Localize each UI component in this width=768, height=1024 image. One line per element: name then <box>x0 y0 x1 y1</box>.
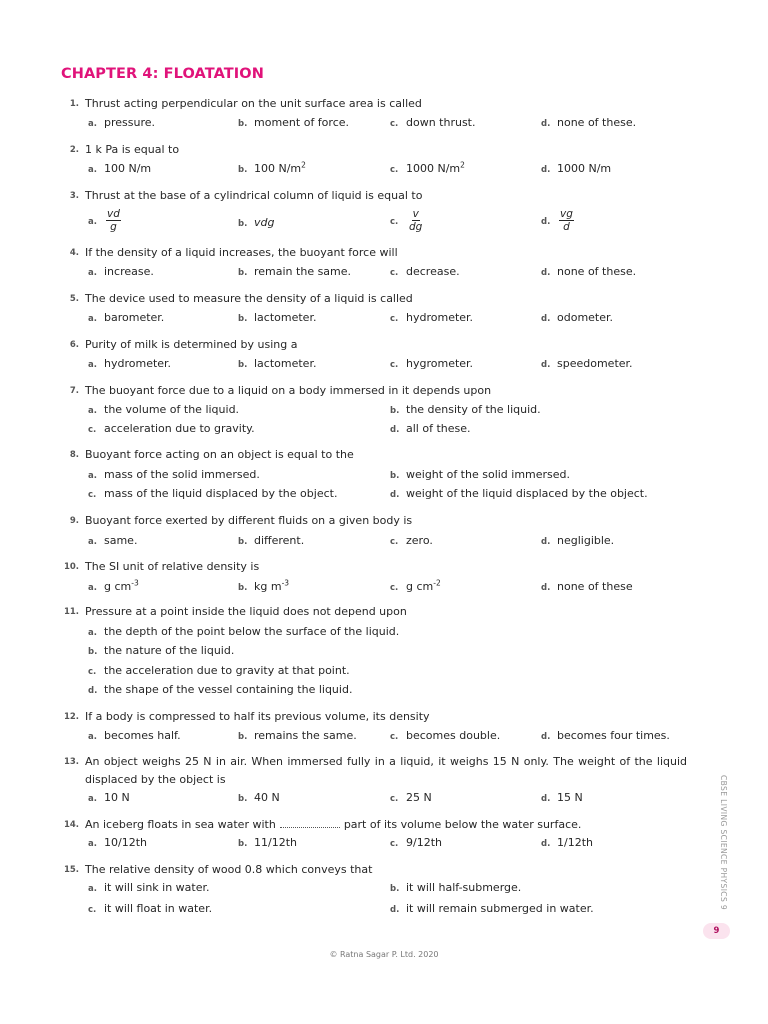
fraction: $\frac{v}{dg}$ <box>409 208 423 233</box>
question-number: 2. <box>69 145 79 155</box>
option-c: c. becomes double. <box>390 729 501 742</box>
option-a: a. hydrometer. <box>88 357 172 370</box>
option-b: b. remain the same. <box>238 265 352 278</box>
question-text: An iceberg floats in sea water with part of its volume below the water surface. <box>85 818 582 831</box>
option-c: c. the acceleration due to gravity at that point. <box>88 664 350 677</box>
option-b: b. 11/12th <box>238 836 297 849</box>
option-c: c. zero. <box>390 534 433 547</box>
option-d: d. negligible. <box>541 534 615 547</box>
question-text: The device used to measure the density of a liquid is called <box>85 292 413 305</box>
option-d: d. none of these. <box>541 116 637 129</box>
option-d: d. none of these <box>541 580 633 593</box>
fraction: $\frac{vg}{d}$ <box>560 208 573 233</box>
option-d: d. $\frac{vg}{d}$ <box>541 208 573 233</box>
option-d: d. odometer. <box>541 311 614 324</box>
question-number: 6. <box>69 340 79 350</box>
option-a: a. 10 N <box>88 791 130 804</box>
option-a: a. same. <box>88 534 138 547</box>
option-a: a. pressure. <box>88 116 156 129</box>
question-number: 8. <box>69 450 79 460</box>
question-text: The buoyant force due to a liquid on a body immersed in it depends upon <box>85 384 492 397</box>
option-a: a. $\frac{vd}{g}$ <box>88 208 120 233</box>
option-b: b. the density of the liquid. <box>390 403 541 416</box>
option-a: a. barometer. <box>88 311 165 324</box>
option-b: b. 100 $N/m^2$ <box>238 160 306 175</box>
option-b: b. it will half-submerge. <box>390 881 522 894</box>
copyright-footer: © Ratna Sagar P. Ltd. 2020 <box>329 950 439 959</box>
option-c: c. $\frac{v}{dg}$ <box>390 208 423 233</box>
option-c: c. acceleration due to gravity. <box>88 422 255 435</box>
option-c: c. mass of the liquid displaced by the object. <box>88 487 338 500</box>
question-number: 13. <box>63 757 79 767</box>
question-number: 12. <box>63 712 79 722</box>
option-c: c. 1000 $N/m^2$ <box>390 160 465 175</box>
question-number: 11. <box>63 607 79 617</box>
option-a: a. the volume of the liquid. <box>88 403 240 416</box>
option-b: b. weight of the solid immersed. <box>390 468 571 481</box>
option-c: c. g $cm^{-2}$ <box>390 578 441 593</box>
option-b: b. moment of force. <box>238 116 350 129</box>
option-a: a. g $cm^{-3}$ <box>88 578 139 593</box>
option-a: a. increase. <box>88 265 154 278</box>
option-d: d. none of these. <box>541 265 637 278</box>
question-text: If the density of a liquid increases, the buoyant force will <box>85 246 398 259</box>
option-b: b. vdg <box>238 216 275 229</box>
option-b: b. different. <box>238 534 305 547</box>
question-text: Thrust at the base of a cylindrical column of liquid is equal to <box>85 189 423 202</box>
option-b: b. remains the same. <box>238 729 357 742</box>
option-d: d. 1/12th <box>541 836 593 849</box>
option-c: c. 25 N <box>390 791 432 804</box>
option-a: a. 100 N/m <box>88 162 152 175</box>
question-number: 4. <box>69 248 79 258</box>
question-text: Thrust acting perpendicular on the unit surface area is called <box>85 97 422 110</box>
option-b: b. lactometer. <box>238 357 317 370</box>
question-number: 10. <box>63 562 79 572</box>
option-b: b. 40 N <box>238 791 280 804</box>
option-d: d. 1000 N/m <box>541 162 612 175</box>
page-number-badge: 9 <box>703 923 730 939</box>
question-text: If a body is compressed to half its previous volume, its density <box>85 710 430 723</box>
option-b: b. kg $m^{-3}$ <box>238 578 290 593</box>
question-number: 7. <box>69 386 79 396</box>
option-d: d. speedometer. <box>541 357 633 370</box>
option-d: d. all of these. <box>390 422 471 435</box>
question-number: 15. <box>63 865 79 875</box>
fraction: $\frac{vd}{g}$ <box>107 208 120 233</box>
option-c: c. decrease. <box>390 265 460 278</box>
option-d: d. it will remain submerged in water. <box>390 902 594 915</box>
option-a: a. becomes half. <box>88 729 181 742</box>
question-number: 1. <box>69 99 79 109</box>
option-b: b. lactometer. <box>238 311 317 324</box>
option-a: a. the depth of the point below the surface of the liquid. <box>88 625 400 638</box>
option-c: c. hydrometer. <box>390 311 474 324</box>
question-text: The SI unit of relative density is <box>85 560 260 573</box>
option-c: c. down thrust. <box>390 116 476 129</box>
question-text: Pressure at a point inside the liquid does not depend upon <box>85 605 407 618</box>
option-a: a. mass of the solid immersed. <box>88 468 260 481</box>
fill-in-blank <box>280 819 340 828</box>
option-d: d. 15 N <box>541 791 583 804</box>
question-number: 9. <box>69 516 79 526</box>
option-c: c. it will float in water. <box>88 902 213 915</box>
chapter-title: CHAPTER 4: FLOATATION <box>61 66 264 82</box>
question-text: Purity of milk is determined by using a <box>85 338 298 351</box>
option-b: b. the nature of the liquid. <box>88 644 235 657</box>
option-a: a. it will sink in water. <box>88 881 210 894</box>
option-d: d. weight of the liquid displaced by the object. <box>390 487 648 500</box>
question-number: 14. <box>63 820 79 830</box>
option-c: c. 9/12th <box>390 836 442 849</box>
question-text: 1 k Pa is equal to <box>85 143 180 156</box>
question-text: The relative density of wood 0.8 which conveys that <box>85 863 373 876</box>
question-text: Buoyant force acting on an object is equal to the <box>85 448 354 461</box>
option-d: d. the shape of the vessel containing the liquid. <box>88 683 353 696</box>
question-text: An object weighs 25 N in air. When immersed fully in a liquid, it weighs 15 N only. The weight of the liquid displaced by the object is <box>85 755 687 786</box>
option-a: a. 10/12th <box>88 836 147 849</box>
question-number: 3. <box>69 191 79 201</box>
option-d: d. becomes four times. <box>541 729 670 742</box>
side-running-title: CBSE LIVING SCIENCE PHYSICS 9 <box>719 775 728 911</box>
option-c: c. hygrometer. <box>390 357 474 370</box>
question-number: 5. <box>69 294 79 304</box>
question-text: Buoyant force exerted by different fluids on a given body is <box>85 514 413 527</box>
